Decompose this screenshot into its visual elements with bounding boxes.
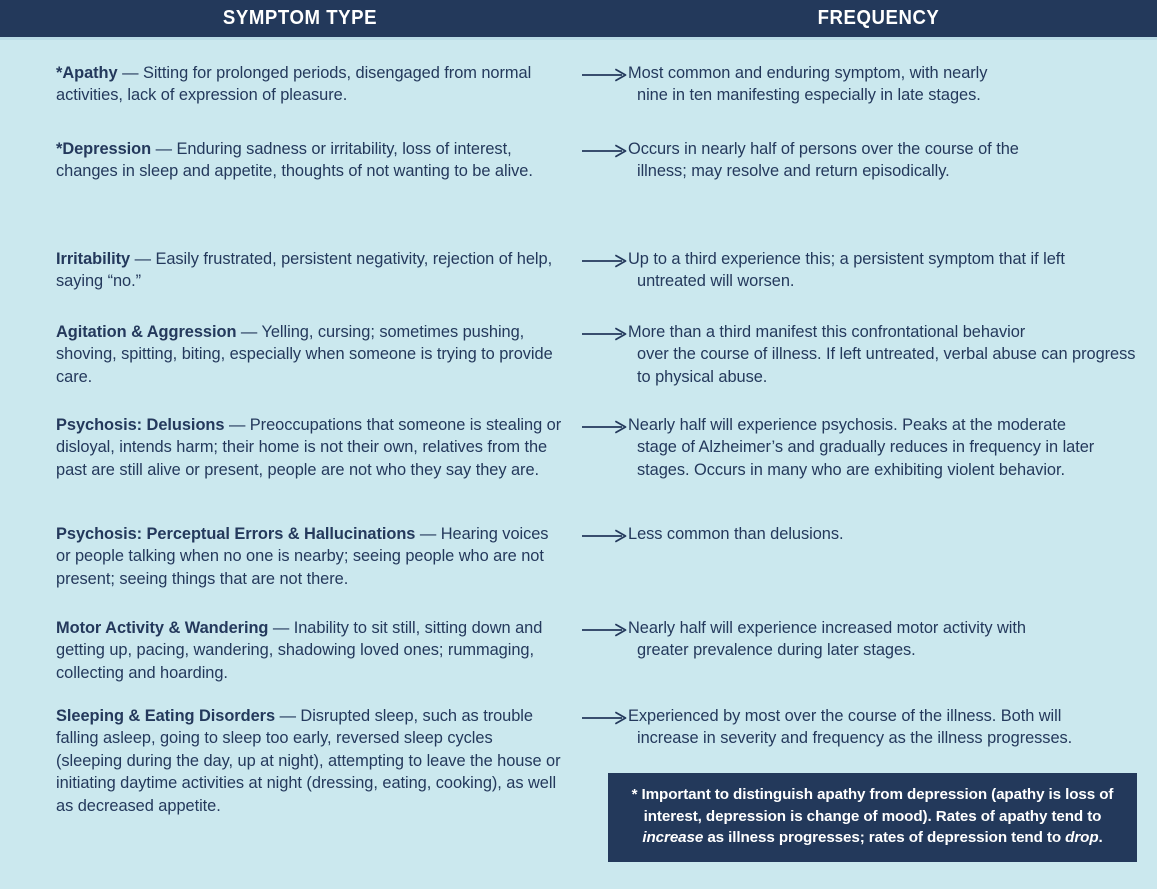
frequency-description (628, 138, 1019, 183)
frequency-cell (580, 617, 1157, 662)
symptom-cell (0, 248, 580, 293)
symptom-term: *Apathy (56, 64, 118, 82)
symptom-term: *Depression (56, 140, 152, 158)
frequency-description (628, 523, 844, 545)
right-arrow-icon (582, 323, 628, 345)
frequency-cell (580, 705, 1157, 750)
symptom-cell (0, 617, 580, 684)
frequency-line-1: Occurs in nearly half of persons over the course of the (628, 140, 1019, 158)
symptom-term: Sleeping & Eating Disorders (56, 707, 276, 725)
symptom-description: *Depression — Enduring sadness or irritability, loss of interest, changes in sleep and appetite, thoughts of not wanting to be alive. (56, 140, 533, 181)
symptom-cell (0, 62, 580, 107)
column-header-frequency: FREQUENCY (817, 7, 940, 29)
symptom-description: Psychosis: Delusions — Preoccupations that someone is stealing or disloyal, intends harm; their home is not their own, relatives from the past are still alive or present, people are not who they say they are. (56, 416, 562, 479)
frequency-line-1: More than a third manifest this confrontational behavior (628, 323, 1026, 341)
symptom-description: *Apathy — Sitting for prolonged periods, disengaged from normal activities, lack of expression of pleasure. (56, 64, 532, 105)
frequency-line-2: increase in severity and frequency as the illness progresses. (637, 729, 1073, 748)
frequency-line-2: illness; may resolve and return episodically. (637, 162, 950, 181)
symptom-description: Motor Activity & Wandering — Inability to sit still, sitting down and getting up, pacing, wandering, shadowing loved ones; rummaging, collecting and hoarding. (56, 619, 543, 682)
frequency-line-2: stage of Alzheimer’s and gradually reduces in frequency in later stages. Occurs in many who are exhibiting violent behavior. (637, 438, 1095, 479)
right-arrow-icon (582, 323, 628, 345)
frequency-cell (580, 321, 1157, 388)
right-arrow-icon (582, 140, 628, 162)
right-arrow-icon (582, 707, 628, 729)
symptom-cell (0, 523, 580, 590)
table-row (0, 414, 1157, 481)
table-header-band (0, 0, 1157, 37)
symptom-term: Psychosis: Delusions (56, 416, 225, 434)
frequency-line-1: Nearly half will experience psychosis. Peaks at the moderate (628, 416, 1066, 434)
frequency-cell (580, 523, 1157, 547)
frequency-description (628, 62, 987, 107)
frequency-description (628, 321, 1137, 388)
header-underline (0, 37, 1157, 40)
right-arrow-icon (582, 619, 628, 641)
right-arrow-icon (582, 64, 628, 86)
frequency-line-2: nine in ten manifesting especially in late stages. (637, 86, 981, 105)
footnote-part1: * Important to distinguish apathy from depression (apathy is loss of interest, depression is change of mood). Rates of apathy tend to (631, 786, 1114, 825)
symptom-description: Psychosis: Perceptual Errors & Hallucinations — Hearing voices or people talking when no one is nearby; seeing people who are not present; seeing things that are not there. (56, 525, 549, 588)
symptom-cell (0, 321, 580, 388)
right-arrow-icon (582, 525, 628, 547)
symptom-term: Irritability (56, 250, 131, 268)
frequency-line-1: Up to a third experience this; a persistent symptom that if left (628, 250, 1065, 268)
table-row (0, 62, 1157, 107)
footnote-box (608, 773, 1137, 862)
footnote-emphasis-increase: increase (642, 829, 704, 846)
frequency-cell (580, 62, 1157, 107)
right-arrow-icon (582, 416, 628, 438)
frequency-line-1: Experienced by most over the course of the illness. Both will (628, 707, 1062, 725)
frequency-description (628, 248, 1065, 293)
frequency-line-1: Nearly half will experience increased motor activity with (628, 619, 1026, 637)
symptom-description: Irritability — Easily frustrated, persistent negativity, rejection of help, saying “no.” (56, 250, 553, 291)
table-row (0, 248, 1157, 293)
frequency-line-2: over the course of illness. If left untreated, verbal abuse can progress to physical abuse. (637, 345, 1136, 386)
table-row (0, 321, 1157, 388)
frequency-description (628, 705, 1072, 750)
right-arrow-icon (582, 140, 628, 162)
symptom-description: Agitation & Aggression — Yelling, cursing; sometimes pushing, shoving, spitting, biting, especially when someone is trying to provide care. (56, 323, 553, 386)
frequency-cell (580, 138, 1157, 183)
right-arrow-icon (582, 416, 628, 438)
right-arrow-icon (582, 250, 628, 272)
right-arrow-icon (582, 619, 628, 641)
symptom-cell (0, 414, 580, 481)
frequency-line-2: greater prevalence during later stages. (637, 641, 916, 660)
symptom-term: Agitation & Aggression (56, 323, 237, 341)
frequency-cell (580, 414, 1157, 481)
table-row (0, 617, 1157, 684)
symptom-term: Psychosis: Perceptual Errors & Hallucinations (56, 525, 416, 543)
right-arrow-icon (582, 525, 628, 547)
frequency-line-1: Most common and enduring symptom, with nearly (628, 64, 988, 82)
symptom-cell (0, 705, 580, 817)
column-header-symptom-type: SYMPTOM TYPE (222, 7, 378, 29)
frequency-line-1: Less common than delusions. (628, 525, 844, 543)
table-row (0, 138, 1157, 183)
footnote-part2: as illness progresses; rates of depression tend to (703, 829, 1066, 846)
frequency-line-2: untreated will worsen. (637, 272, 795, 291)
right-arrow-icon (582, 250, 628, 272)
footnote-part3: . (1098, 829, 1103, 846)
footnote-emphasis-drop: drop (1065, 829, 1099, 846)
symptom-cell (0, 138, 580, 183)
right-arrow-icon (582, 64, 628, 86)
frequency-cell (580, 248, 1157, 293)
table-row (0, 523, 1157, 590)
symptom-term: Motor Activity & Wandering (56, 619, 269, 637)
right-arrow-icon (582, 707, 628, 729)
frequency-description (628, 414, 1137, 481)
frequency-description (628, 617, 1026, 662)
symptom-description: Sleeping & Eating Disorders — Disrupted sleep, such as trouble falling asleep, going to sleep too early, reversed sleep cycles (sleeping during the day, up at night), attempting to leave the house or initiating daytime activities at night (dressing, eating, cooking), as well as decreased appetite. (56, 707, 561, 815)
